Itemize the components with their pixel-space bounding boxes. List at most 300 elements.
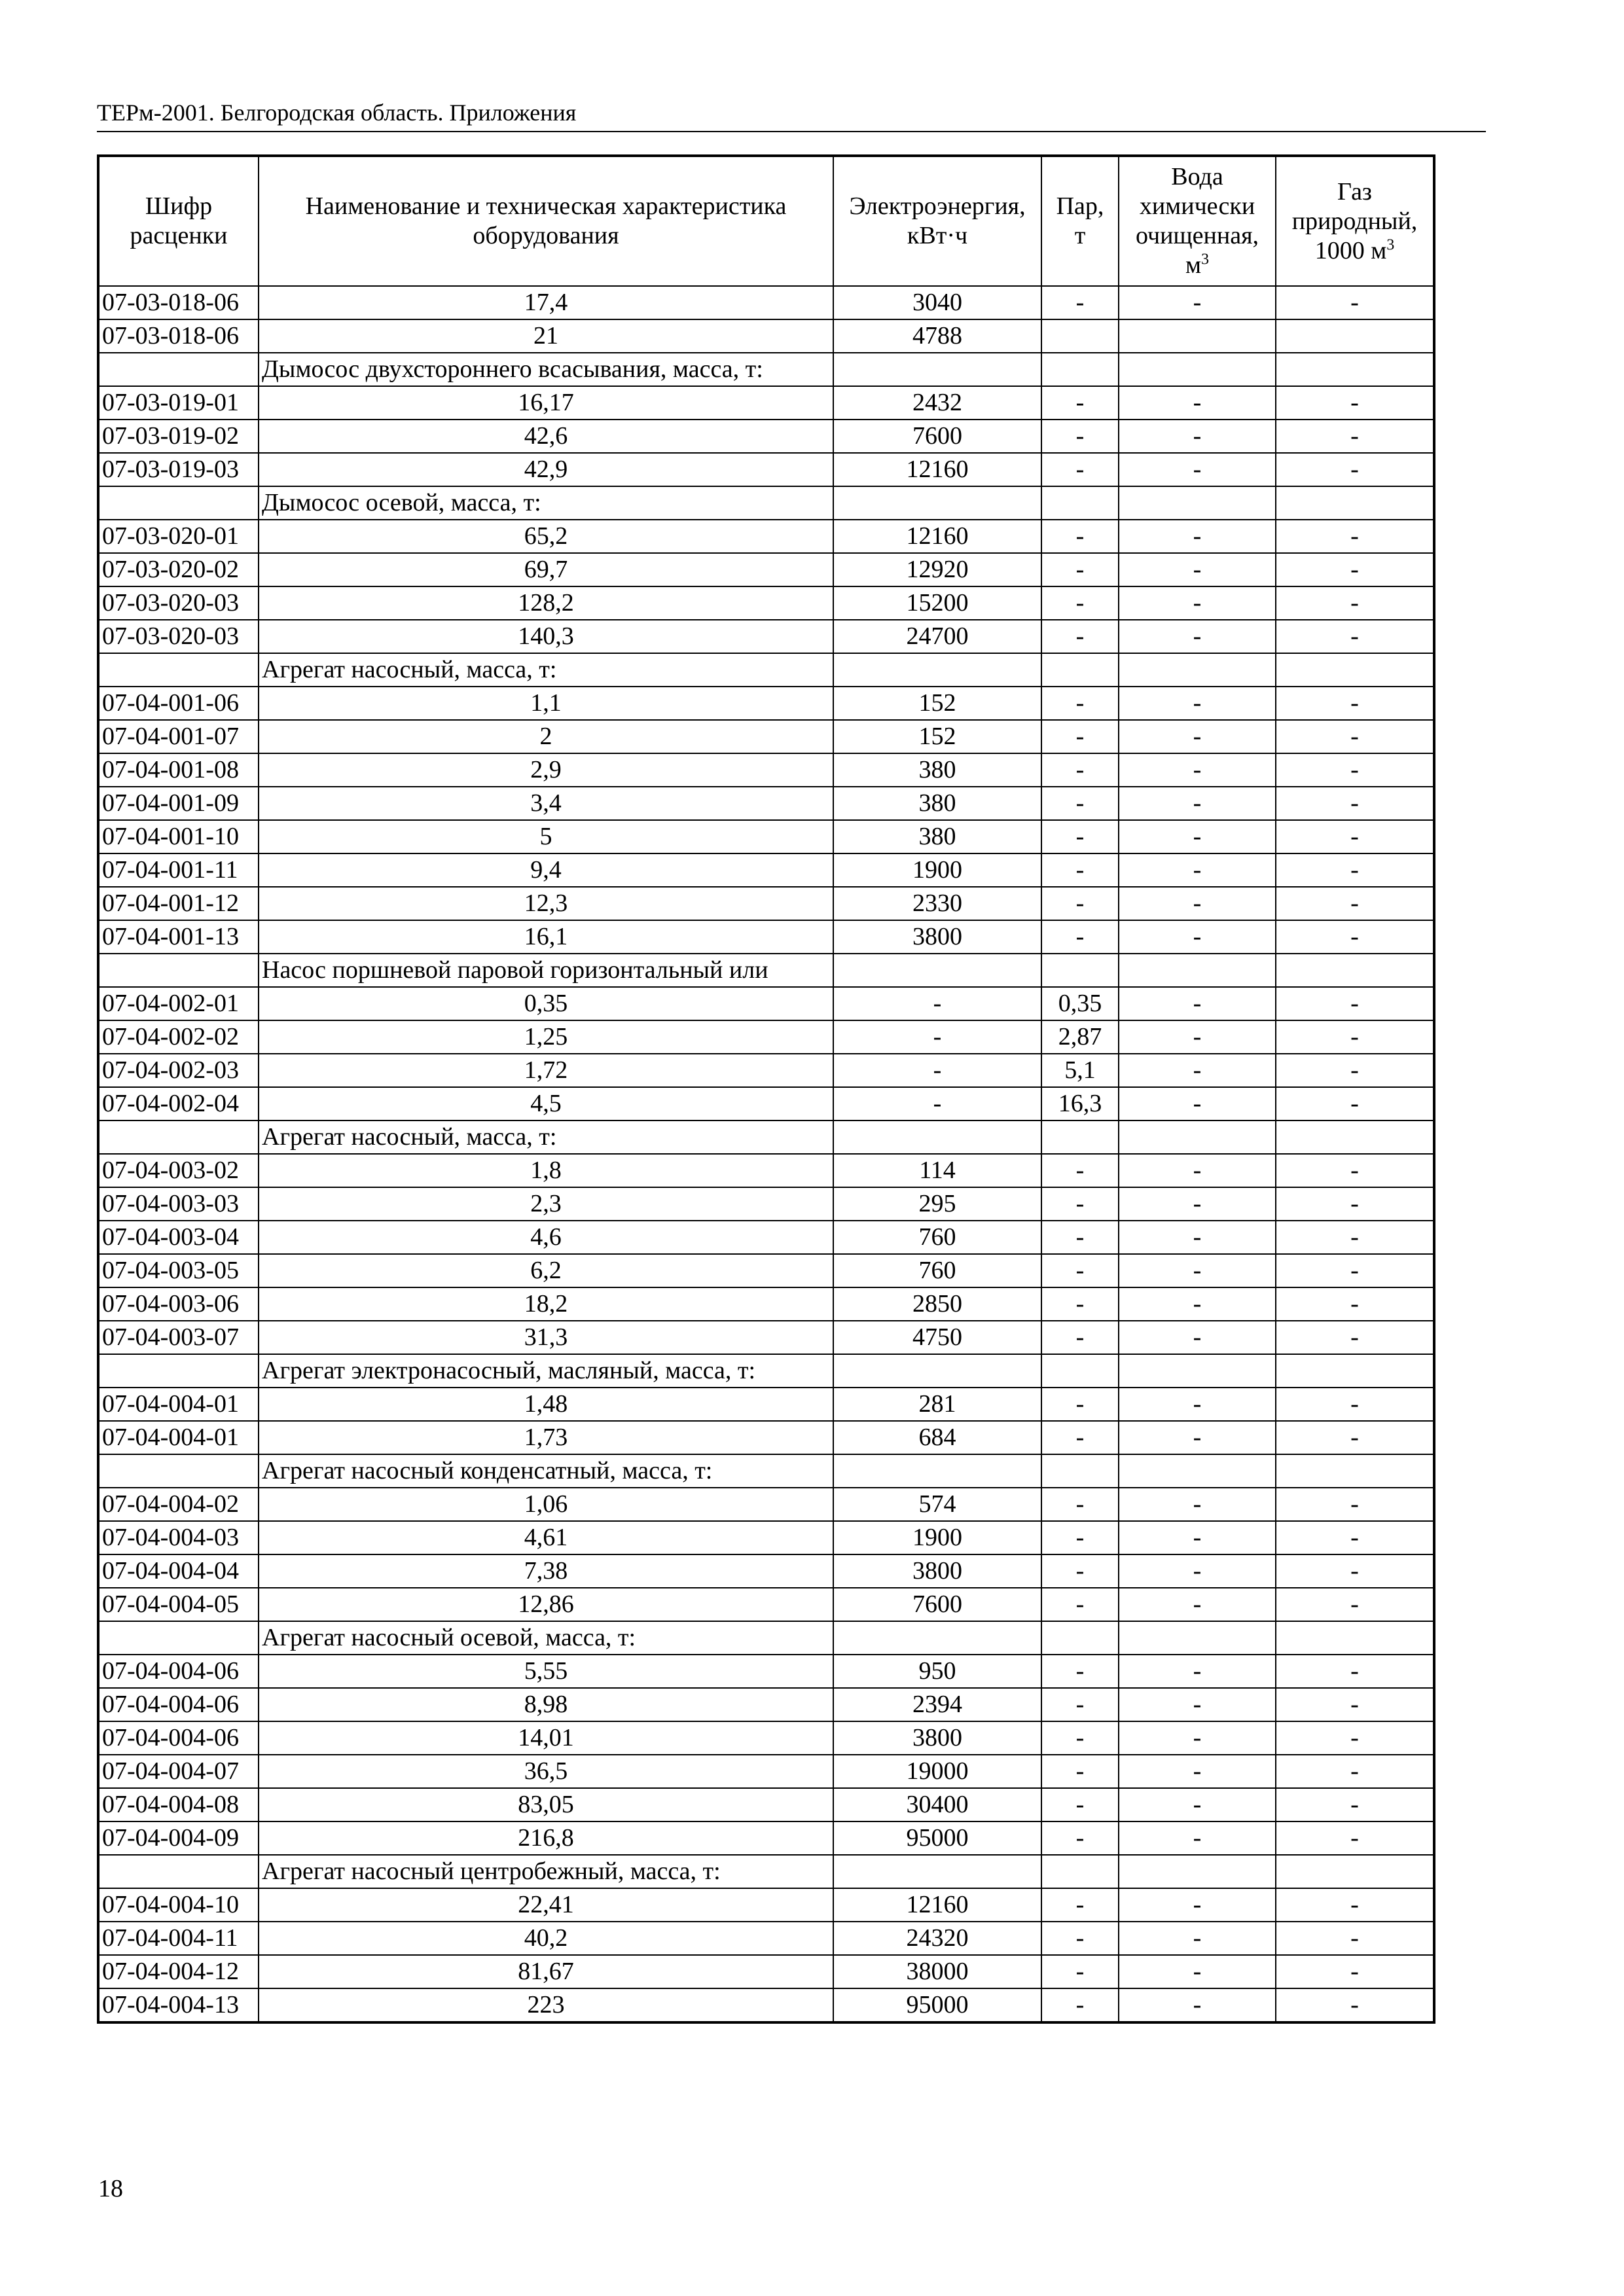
cell-electricity: 15200 — [833, 586, 1041, 620]
cell-name: 36,5 — [259, 1755, 833, 1788]
cell-water: - — [1119, 1154, 1276, 1187]
cell-steam — [1041, 319, 1119, 353]
cell-steam — [1041, 954, 1119, 987]
table-row — [98, 687, 1434, 720]
cell-water: - — [1119, 753, 1276, 787]
cell-steam: - — [1041, 1922, 1119, 1955]
cell-electricity — [833, 353, 1041, 386]
cell-code: 07-04-004-01 — [98, 1388, 259, 1421]
cell-code — [98, 353, 259, 386]
cell-steam: - — [1041, 1888, 1119, 1922]
table-group-row — [98, 1354, 1434, 1388]
cell-name: 3,4 — [259, 787, 833, 820]
cell-name: 31,3 — [259, 1321, 833, 1354]
cell-water: - — [1119, 1655, 1276, 1688]
cell-electricity: 2850 — [833, 1287, 1041, 1321]
cell-gas: - — [1276, 1321, 1434, 1354]
cell-gas: - — [1276, 720, 1434, 753]
table-body — [98, 286, 1434, 2022]
cell-code: 07-04-003-05 — [98, 1254, 259, 1287]
cell-water — [1119, 1121, 1276, 1154]
table-row — [98, 1154, 1434, 1187]
page-number: 18 — [98, 2175, 123, 2202]
cell-gas: - — [1276, 1054, 1434, 1087]
cell-water: - — [1119, 453, 1276, 486]
cell-gas — [1276, 486, 1434, 520]
cell-water: - — [1119, 420, 1276, 453]
cell-gas: - — [1276, 1221, 1434, 1254]
cell-code — [98, 653, 259, 687]
cell-name: 1,48 — [259, 1388, 833, 1421]
cell-water — [1119, 353, 1276, 386]
table-row — [98, 1521, 1434, 1554]
cell-gas: - — [1276, 1655, 1434, 1688]
col-header-electricity: Электроэнергия, кВт·ч — [833, 156, 1041, 286]
cell-electricity: 2394 — [833, 1688, 1041, 1721]
cell-electricity: 295 — [833, 1187, 1041, 1221]
cell-water: - — [1119, 1221, 1276, 1254]
cell-water: - — [1119, 1688, 1276, 1721]
cell-name: 1,72 — [259, 1054, 833, 1087]
cell-electricity — [833, 1454, 1041, 1488]
cell-steam: - — [1041, 286, 1119, 319]
cell-gas: - — [1276, 1988, 1434, 2022]
cell-code: 07-04-004-06 — [98, 1721, 259, 1755]
cell-name: 18,2 — [259, 1287, 833, 1321]
cell-gas: - — [1276, 1020, 1434, 1054]
cell-electricity: 24700 — [833, 620, 1041, 653]
table-group-row — [98, 1121, 1434, 1154]
cell-water: - — [1119, 1554, 1276, 1588]
cell-electricity: 2330 — [833, 887, 1041, 920]
cell-electricity: 114 — [833, 1154, 1041, 1187]
cell-code: 07-03-020-01 — [98, 520, 259, 553]
cell-gas: - — [1276, 787, 1434, 820]
cell-water: - — [1119, 1755, 1276, 1788]
cell-name: 65,2 — [259, 520, 833, 553]
table-row — [98, 1554, 1434, 1588]
cell-steam: - — [1041, 687, 1119, 720]
cell-steam — [1041, 1354, 1119, 1388]
cell-steam: - — [1041, 887, 1119, 920]
cell-code: 07-03-020-03 — [98, 586, 259, 620]
table-row — [98, 1888, 1434, 1922]
cell-code: 07-03-018-06 — [98, 286, 259, 319]
cell-electricity: 3800 — [833, 1721, 1041, 1755]
cell-code: 07-04-004-09 — [98, 1821, 259, 1855]
table-row — [98, 987, 1434, 1020]
cell-gas — [1276, 653, 1434, 687]
cell-gas: - — [1276, 753, 1434, 787]
cell-name: 14,01 — [259, 1721, 833, 1755]
cell-name: 2,9 — [259, 753, 833, 787]
cell-gas: - — [1276, 1788, 1434, 1821]
cell-steam — [1041, 1454, 1119, 1488]
cell-electricity: 760 — [833, 1221, 1041, 1254]
cell-name: 4,61 — [259, 1521, 833, 1554]
cell-code: 07-04-003-02 — [98, 1154, 259, 1187]
cell-name: 5 — [259, 820, 833, 853]
cell-group-name: Агрегат насосный конденсатный, масса, т: — [259, 1454, 833, 1488]
table-row — [98, 720, 1434, 753]
table-row — [98, 1254, 1434, 1287]
table-group-row — [98, 954, 1434, 987]
cell-water: - — [1119, 553, 1276, 586]
cell-name: 40,2 — [259, 1922, 833, 1955]
cell-gas: - — [1276, 553, 1434, 586]
cell-code — [98, 486, 259, 520]
cell-electricity — [833, 1354, 1041, 1388]
cell-code: 07-04-002-03 — [98, 1054, 259, 1087]
cell-water — [1119, 1454, 1276, 1488]
cell-gas: - — [1276, 386, 1434, 420]
cell-code — [98, 1121, 259, 1154]
cell-electricity: 4750 — [833, 1321, 1041, 1354]
cell-steam: - — [1041, 1988, 1119, 2022]
cell-gas — [1276, 1621, 1434, 1655]
table-group-row — [98, 486, 1434, 520]
cell-gas: - — [1276, 1955, 1434, 1988]
cell-gas: - — [1276, 286, 1434, 319]
cell-electricity: 2432 — [833, 386, 1041, 420]
cell-code: 07-03-020-03 — [98, 620, 259, 653]
cell-name: 83,05 — [259, 1788, 833, 1821]
cell-water: - — [1119, 887, 1276, 920]
table-header-row — [98, 156, 1434, 286]
cell-water — [1119, 1621, 1276, 1655]
cell-water: - — [1119, 1421, 1276, 1454]
cell-group-name: Дымосос двухстороннего всасывания, масса, т: — [259, 353, 833, 386]
col-header-name: Наименование и техническая характеристика оборудования — [259, 156, 833, 286]
col-header-code: Шифр расценки — [98, 156, 259, 286]
cell-code: 07-03-020-02 — [98, 553, 259, 586]
cell-electricity: 12160 — [833, 520, 1041, 553]
cell-code — [98, 1354, 259, 1388]
cell-electricity: 3800 — [833, 1554, 1041, 1588]
cell-water: - — [1119, 1087, 1276, 1121]
table-row — [98, 1388, 1434, 1421]
cell-name: 1,73 — [259, 1421, 833, 1454]
cell-electricity: 12920 — [833, 553, 1041, 586]
cell-steam: - — [1041, 420, 1119, 453]
cell-group-name: Агрегат насосный, масса, т: — [259, 653, 833, 687]
table-row — [98, 620, 1434, 653]
cell-code: 07-04-001-13 — [98, 920, 259, 954]
cell-steam: - — [1041, 586, 1119, 620]
cell-water — [1119, 486, 1276, 520]
cell-electricity: 380 — [833, 753, 1041, 787]
table-row — [98, 586, 1434, 620]
cell-name: 4,6 — [259, 1221, 833, 1254]
cell-water: - — [1119, 1588, 1276, 1621]
cell-water — [1119, 319, 1276, 353]
cell-steam: - — [1041, 753, 1119, 787]
cell-water — [1119, 954, 1276, 987]
cell-steam: - — [1041, 1588, 1119, 1621]
table-row — [98, 1755, 1434, 1788]
table-row — [98, 853, 1434, 887]
cell-water: - — [1119, 1054, 1276, 1087]
cell-electricity: 95000 — [833, 1988, 1041, 2022]
table-row — [98, 753, 1434, 787]
cell-water: - — [1119, 787, 1276, 820]
table-group-row — [98, 1621, 1434, 1655]
cell-steam: - — [1041, 1421, 1119, 1454]
table-group-row — [98, 1454, 1434, 1488]
cell-electricity — [833, 653, 1041, 687]
cell-electricity: 380 — [833, 787, 1041, 820]
cell-steam: - — [1041, 920, 1119, 954]
cell-name: 140,3 — [259, 620, 833, 653]
cell-gas: - — [1276, 1388, 1434, 1421]
cell-name: 128,2 — [259, 586, 833, 620]
cell-water: - — [1119, 620, 1276, 653]
cell-gas: - — [1276, 620, 1434, 653]
cell-steam: - — [1041, 1254, 1119, 1287]
cell-electricity: 4788 — [833, 319, 1041, 353]
cell-code: 07-04-004-07 — [98, 1755, 259, 1788]
cell-steam: 0,35 — [1041, 987, 1119, 1020]
cell-name: 17,4 — [259, 286, 833, 319]
cell-group-name: Агрегат насосный, масса, т: — [259, 1121, 833, 1154]
cell-gas: - — [1276, 420, 1434, 453]
cell-name: 1,25 — [259, 1020, 833, 1054]
cell-gas: - — [1276, 1254, 1434, 1287]
cell-name: 8,98 — [259, 1688, 833, 1721]
cell-electricity — [833, 954, 1041, 987]
cell-code: 07-04-003-03 — [98, 1187, 259, 1221]
cell-electricity: 95000 — [833, 1821, 1041, 1855]
cell-steam: - — [1041, 1788, 1119, 1821]
cell-code: 07-04-001-12 — [98, 887, 259, 920]
cell-steam — [1041, 1121, 1119, 1154]
cell-group-name: Агрегат электронасосный, масляный, масса, т: — [259, 1354, 833, 1388]
table-group-row — [98, 1855, 1434, 1888]
cell-water: - — [1119, 687, 1276, 720]
table-row — [98, 1287, 1434, 1321]
cell-name: 0,35 — [259, 987, 833, 1020]
cell-gas: - — [1276, 987, 1434, 1020]
table-row — [98, 1788, 1434, 1821]
table-group-row — [98, 653, 1434, 687]
cell-electricity: 19000 — [833, 1755, 1041, 1788]
cell-code — [98, 954, 259, 987]
cell-code: 07-04-004-03 — [98, 1521, 259, 1554]
cell-code: 07-04-001-06 — [98, 687, 259, 720]
cell-steam: - — [1041, 1187, 1119, 1221]
cell-electricity: 24320 — [833, 1922, 1041, 1955]
cell-name: 42,9 — [259, 453, 833, 486]
cell-name: 1,8 — [259, 1154, 833, 1187]
cell-gas: - — [1276, 1187, 1434, 1221]
cell-code: 07-04-001-07 — [98, 720, 259, 753]
cell-steam: - — [1041, 1688, 1119, 1721]
table-row — [98, 1588, 1434, 1621]
table-row — [98, 1821, 1434, 1855]
cell-electricity: 38000 — [833, 1955, 1041, 1988]
cell-gas: - — [1276, 1755, 1434, 1788]
cell-steam: - — [1041, 787, 1119, 820]
cell-name: 6,2 — [259, 1254, 833, 1287]
cell-electricity: 152 — [833, 687, 1041, 720]
page-header: ТЕРм-2001. Белгородская область. Приложения — [97, 96, 1486, 132]
cell-code: 07-04-002-04 — [98, 1087, 259, 1121]
cell-steam: - — [1041, 1721, 1119, 1755]
table-row — [98, 1187, 1434, 1221]
cell-code: 07-04-004-13 — [98, 1988, 259, 2022]
cell-code: 07-04-004-11 — [98, 1922, 259, 1955]
cell-code: 07-04-004-01 — [98, 1421, 259, 1454]
cell-water: - — [1119, 1521, 1276, 1554]
table-row — [98, 1988, 1434, 2022]
cell-name: 21 — [259, 319, 833, 353]
cell-water: - — [1119, 853, 1276, 887]
cell-electricity — [833, 486, 1041, 520]
cell-water: - — [1119, 1388, 1276, 1421]
cell-gas: - — [1276, 520, 1434, 553]
cell-code: 07-04-001-08 — [98, 753, 259, 787]
cell-water: - — [1119, 720, 1276, 753]
table-row — [98, 1688, 1434, 1721]
cell-steam: - — [1041, 553, 1119, 586]
table-group-row — [98, 353, 1434, 386]
cell-name: 2,3 — [259, 1187, 833, 1221]
cell-code: 07-04-001-11 — [98, 853, 259, 887]
cell-gas: - — [1276, 586, 1434, 620]
cell-steam: 16,3 — [1041, 1087, 1119, 1121]
cell-code: 07-04-004-06 — [98, 1655, 259, 1688]
cell-code: 07-04-001-10 — [98, 820, 259, 853]
table-row — [98, 1087, 1434, 1121]
resource-table — [97, 154, 1435, 2024]
cell-water: - — [1119, 1888, 1276, 1922]
cell-electricity: 684 — [833, 1421, 1041, 1454]
cell-gas: - — [1276, 1888, 1434, 1922]
cell-steam: - — [1041, 453, 1119, 486]
cell-code: 07-04-003-04 — [98, 1221, 259, 1254]
cell-gas: - — [1276, 1488, 1434, 1521]
cell-steam: - — [1041, 1554, 1119, 1588]
cell-code: 07-03-019-02 — [98, 420, 259, 453]
cell-code: 07-03-019-03 — [98, 453, 259, 486]
cell-electricity: 574 — [833, 1488, 1041, 1521]
cell-steam: - — [1041, 1755, 1119, 1788]
table-row — [98, 1054, 1434, 1087]
cell-code: 07-04-003-07 — [98, 1321, 259, 1354]
cell-water — [1119, 1354, 1276, 1388]
table-row — [98, 420, 1434, 453]
cell-water: - — [1119, 1287, 1276, 1321]
cell-code: 07-04-004-06 — [98, 1688, 259, 1721]
cell-steam: 5,1 — [1041, 1054, 1119, 1087]
cell-steam: 2,87 — [1041, 1020, 1119, 1054]
cell-name: 2 — [259, 720, 833, 753]
cell-gas: - — [1276, 1554, 1434, 1588]
cell-gas: - — [1276, 687, 1434, 720]
cell-name: 22,41 — [259, 1888, 833, 1922]
cell-electricity — [833, 1855, 1041, 1888]
cell-electricity: - — [833, 1087, 1041, 1121]
cell-water: - — [1119, 1020, 1276, 1054]
table-row — [98, 386, 1434, 420]
cell-electricity: 12160 — [833, 453, 1041, 486]
cell-name: 1,1 — [259, 687, 833, 720]
cell-gas: - — [1276, 1721, 1434, 1755]
cell-water: - — [1119, 1254, 1276, 1287]
col-header-gas: Газ природный, 1000 $м^3$ — [1276, 156, 1434, 286]
cell-water: - — [1119, 1821, 1276, 1855]
table-row — [98, 1922, 1434, 1955]
cell-water — [1119, 1855, 1276, 1888]
cell-gas: - — [1276, 1688, 1434, 1721]
cell-water — [1119, 653, 1276, 687]
cell-electricity — [833, 1621, 1041, 1655]
cell-name: 42,6 — [259, 420, 833, 453]
table-row — [98, 887, 1434, 920]
cell-water: - — [1119, 1955, 1276, 1988]
cell-water: - — [1119, 520, 1276, 553]
cell-water: - — [1119, 286, 1276, 319]
cell-code: 07-04-004-05 — [98, 1588, 259, 1621]
cell-name: 223 — [259, 1988, 833, 2022]
cell-code: 07-04-004-02 — [98, 1488, 259, 1521]
cell-name: 12,3 — [259, 887, 833, 920]
cell-steam: - — [1041, 1821, 1119, 1855]
cell-code: 07-04-004-10 — [98, 1888, 259, 1922]
table-row — [98, 453, 1434, 486]
table-row — [98, 1955, 1434, 1988]
cell-gas: - — [1276, 1087, 1434, 1121]
cell-code — [98, 1454, 259, 1488]
cell-gas — [1276, 1855, 1434, 1888]
cell-electricity: 1900 — [833, 853, 1041, 887]
cell-gas: - — [1276, 1821, 1434, 1855]
cell-steam: - — [1041, 386, 1119, 420]
table-row — [98, 520, 1434, 553]
cell-water: - — [1119, 586, 1276, 620]
cell-electricity: 3800 — [833, 920, 1041, 954]
cell-water: - — [1119, 1788, 1276, 1821]
cell-gas: - — [1276, 820, 1434, 853]
cell-water: - — [1119, 1988, 1276, 2022]
table-row — [98, 286, 1434, 319]
cell-water: - — [1119, 820, 1276, 853]
cell-gas: - — [1276, 453, 1434, 486]
cell-steam: - — [1041, 1521, 1119, 1554]
cell-gas — [1276, 1354, 1434, 1388]
cell-steam: - — [1041, 720, 1119, 753]
cell-electricity — [833, 1121, 1041, 1154]
cell-steam — [1041, 353, 1119, 386]
cell-name: 16,1 — [259, 920, 833, 954]
cell-water: - — [1119, 1488, 1276, 1521]
cell-steam: - — [1041, 1655, 1119, 1688]
cell-steam: - — [1041, 853, 1119, 887]
cell-gas: - — [1276, 920, 1434, 954]
cell-steam: - — [1041, 1154, 1119, 1187]
cell-name: 9,4 — [259, 853, 833, 887]
cell-gas: - — [1276, 1521, 1434, 1554]
cell-code: 07-03-018-06 — [98, 319, 259, 353]
cell-gas — [1276, 954, 1434, 987]
cell-electricity: - — [833, 1020, 1041, 1054]
cell-electricity: 760 — [833, 1254, 1041, 1287]
cell-electricity: 30400 — [833, 1788, 1041, 1821]
table-row — [98, 920, 1434, 954]
table-row — [98, 1221, 1434, 1254]
cell-name: 81,67 — [259, 1955, 833, 1988]
col-header-steam: Пар, т — [1041, 156, 1119, 286]
